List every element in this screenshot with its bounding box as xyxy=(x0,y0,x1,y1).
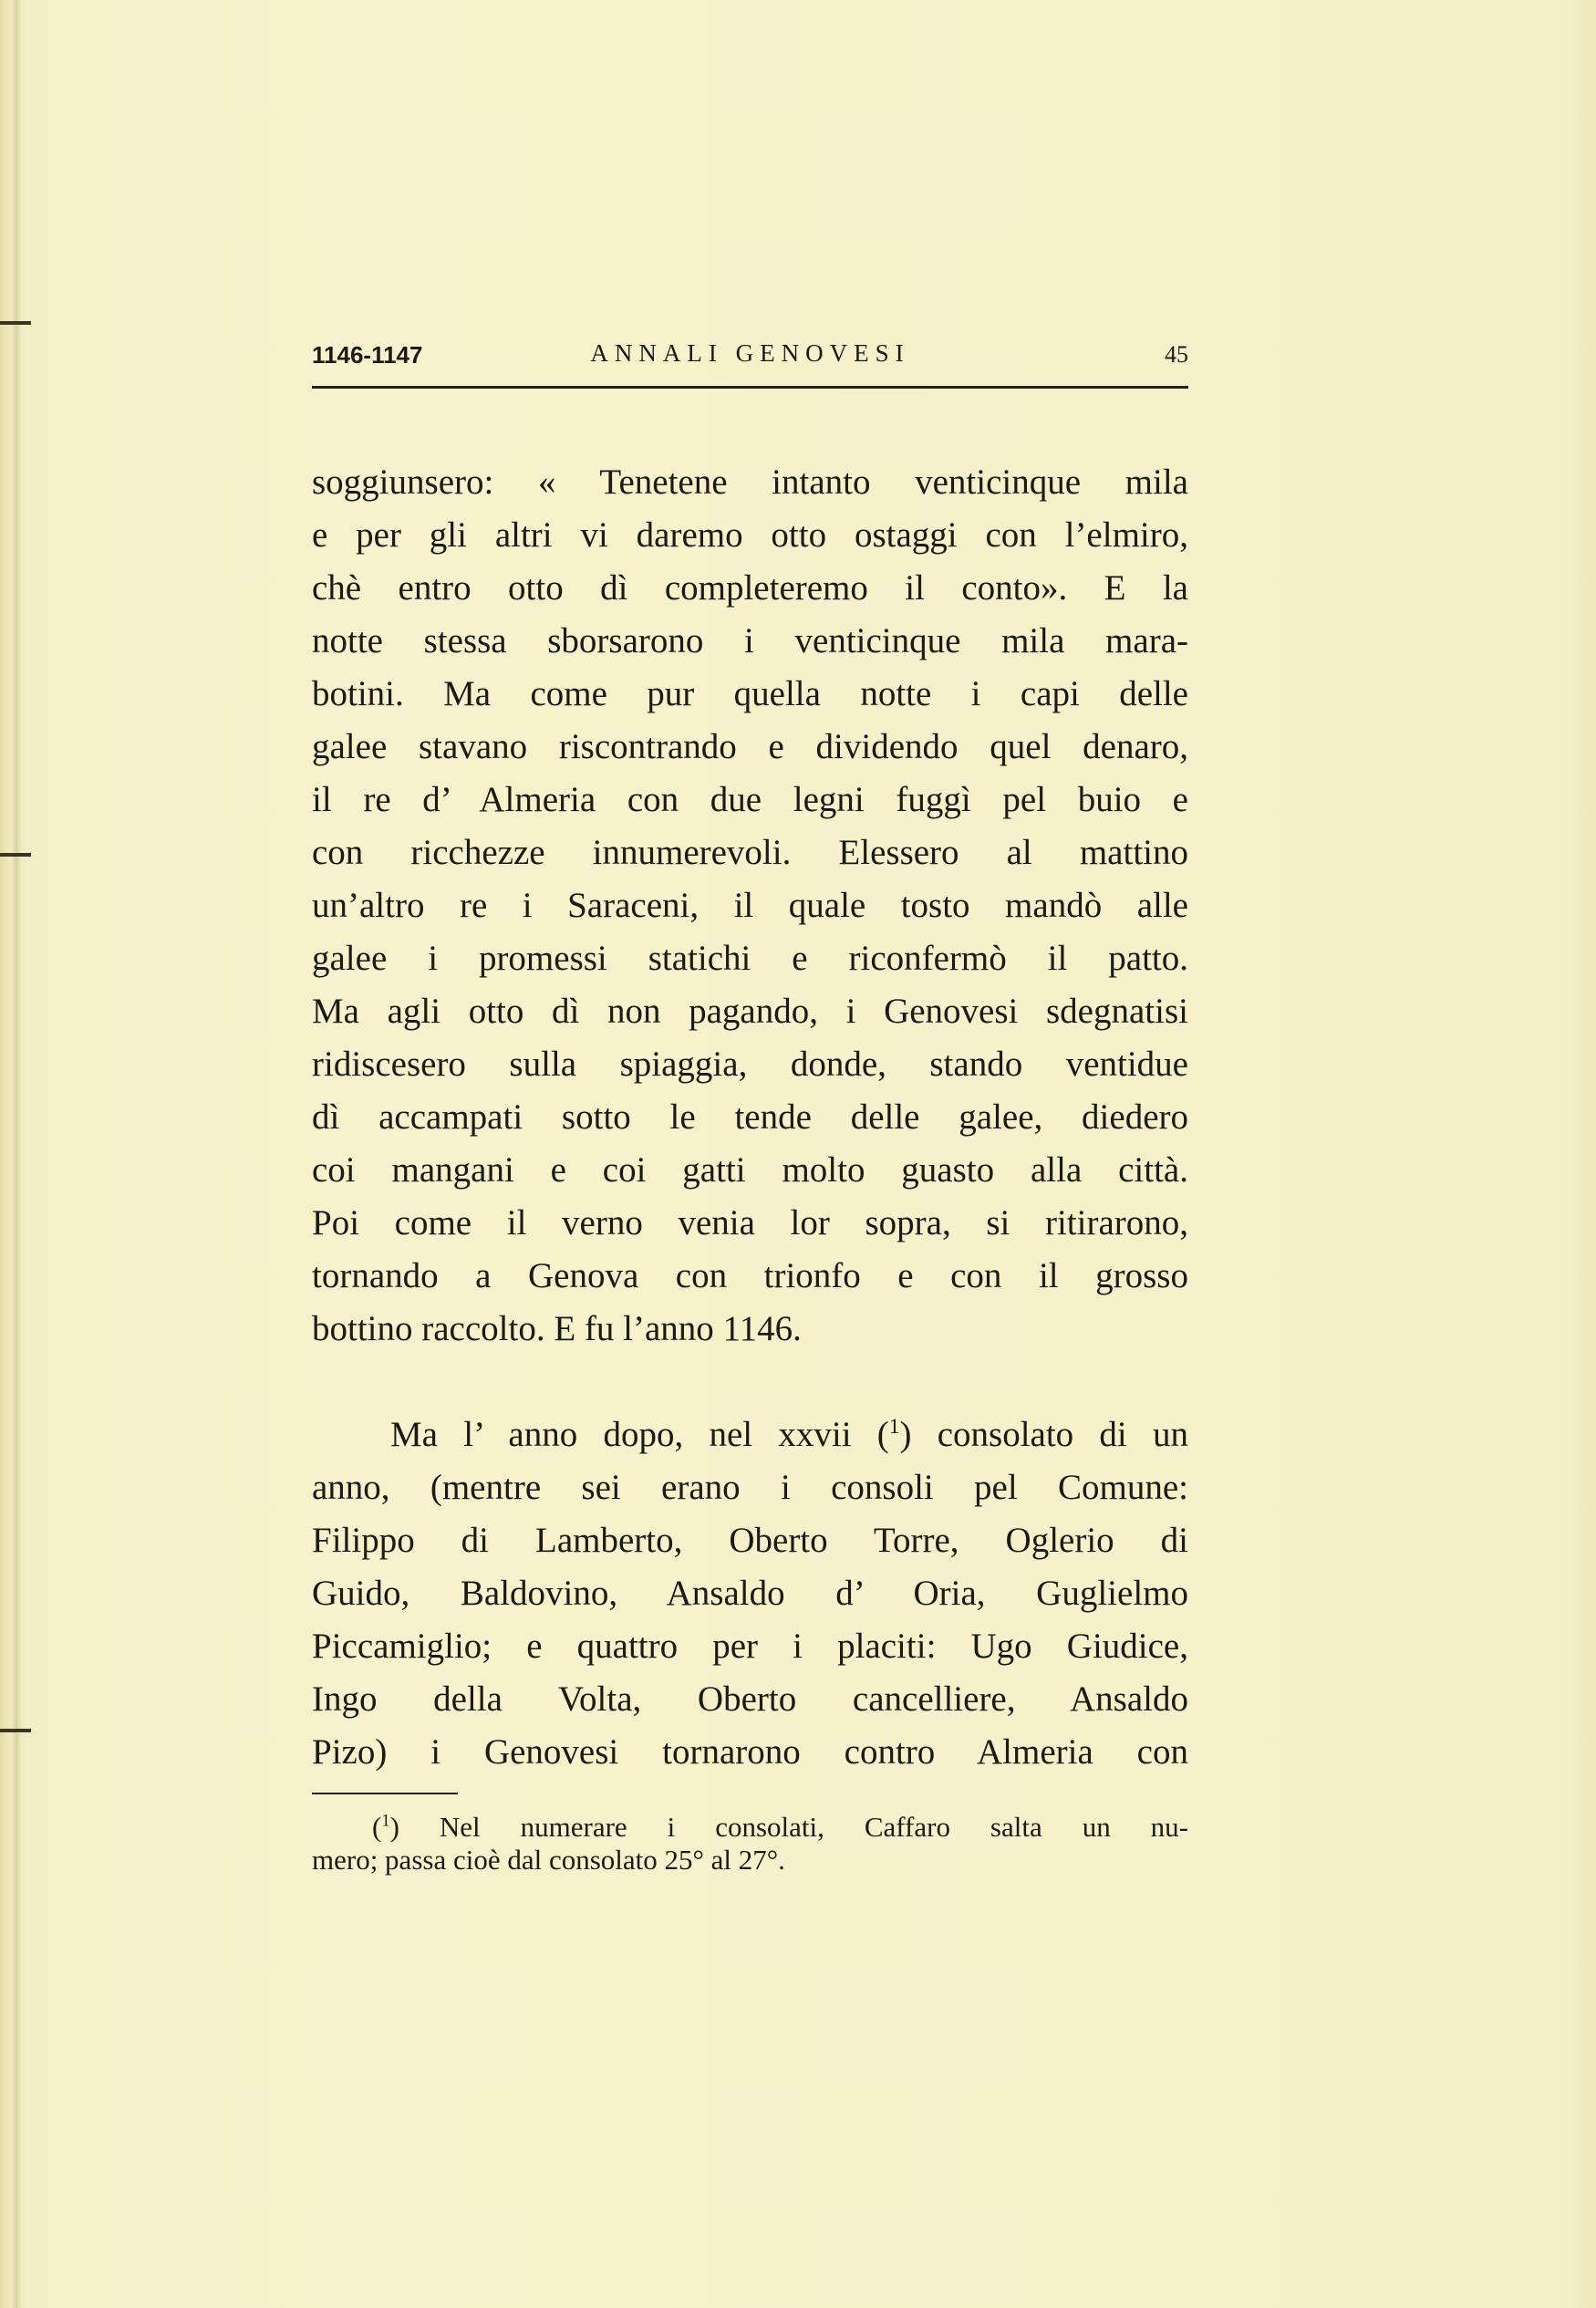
binding-stitch xyxy=(0,853,31,857)
paragraph1-line: botini. Ma come pur quella notte i capi delle xyxy=(312,674,1188,713)
paragraph1-line: galee stavano riscontrando e dividendo quel denaro, xyxy=(312,727,1188,766)
binding-stitch xyxy=(0,1729,31,1732)
paragraph1-line: notte stessa sborsarono i venticinque mila mara- xyxy=(312,621,1188,660)
book-binding xyxy=(0,0,36,2308)
paragraph2-line: Filippo di Lamberto, Oberto Torre, Oglerio di xyxy=(312,1521,1188,1560)
page-number: 45 xyxy=(1165,341,1188,368)
paragraph-1 xyxy=(312,456,1188,1356)
paragraph2-line: Ma l’ anno dopo, nel xxvii ($^1$) consolato di un xyxy=(390,1415,1188,1454)
paragraph1-line: chè entro otto dì completeremo il conto». E la xyxy=(312,568,1188,608)
paragraph1-line: soggiunsero: « Tenetene intanto venticinque mila xyxy=(312,463,1188,502)
paragraph1-line: dì accampati sotto le tende delle galee, diedero xyxy=(312,1097,1188,1137)
paragraph1-line: bottino raccolto. E fu l’anno 1146. xyxy=(312,1309,802,1348)
footnote-line: ($^1$) Nel numerare i consolati, Caffaro salta un nu- xyxy=(372,1811,1188,1843)
running-header xyxy=(312,338,1188,374)
paragraph1-line: con ricchezze innumerevoli. Elessero al mattino xyxy=(312,833,1188,872)
paragraph1-line: Ma agli otto dì non pagando, i Genovesi sdegnatisi xyxy=(312,992,1188,1031)
header-rule xyxy=(312,386,1188,389)
footnote-line: mero; passa cioè dal consolato 25° al 27°. xyxy=(312,1844,785,1876)
paragraph1-line: un’altro re i Saraceni, il quale tosto mandò alle xyxy=(312,886,1188,925)
paragraph1-line: tornando a Genova con trionfo e con il grosso xyxy=(312,1256,1188,1295)
paragraph-gap xyxy=(312,1356,1188,1409)
paragraph2-line: Pizo) i Genovesi tornarono contro Almeria con xyxy=(312,1732,1188,1772)
paragraph1-line: coi mangani e coi gatti molto guasto alla città. xyxy=(312,1150,1188,1190)
paragraph1-line: Poi come il verno venia lor sopra, si ritirarono, xyxy=(312,1203,1188,1242)
paragraph1-line: e per gli altri vi daremo otto ostaggi con l’elmiro, xyxy=(312,515,1188,555)
main-text xyxy=(312,456,1188,1779)
binding-stitch xyxy=(0,321,31,325)
header-years: 1146-1147 xyxy=(312,341,423,369)
paragraph2-line: Guido, Baldovino, Ansaldo d’ Oria, Guglielmo xyxy=(312,1574,1188,1613)
footnote-rule xyxy=(312,1793,458,1794)
header-title: ANNALI GENOVESI xyxy=(590,339,910,367)
paragraph2-line: anno, (mentre sei erano i consoli pel Comune: xyxy=(312,1468,1188,1507)
paragraph1-line: ridiscesero sulla spiaggia, donde, stando ventidue xyxy=(312,1045,1188,1084)
paragraph1-line: il re d’ Almeria con due legni fuggì pel buio e xyxy=(312,780,1188,819)
paragraph-2 xyxy=(312,1409,1188,1779)
footnote xyxy=(312,1811,1188,1877)
paragraph2-line: Ingo della Volta, Oberto cancelliere, Ansaldo xyxy=(312,1679,1188,1719)
paragraph2-line: Piccamiglio; e quattro per i placiti: Ugo Giudice, xyxy=(312,1627,1188,1666)
paragraph1-line: galee i promessi statichi e riconfermò il patto. xyxy=(312,939,1188,978)
